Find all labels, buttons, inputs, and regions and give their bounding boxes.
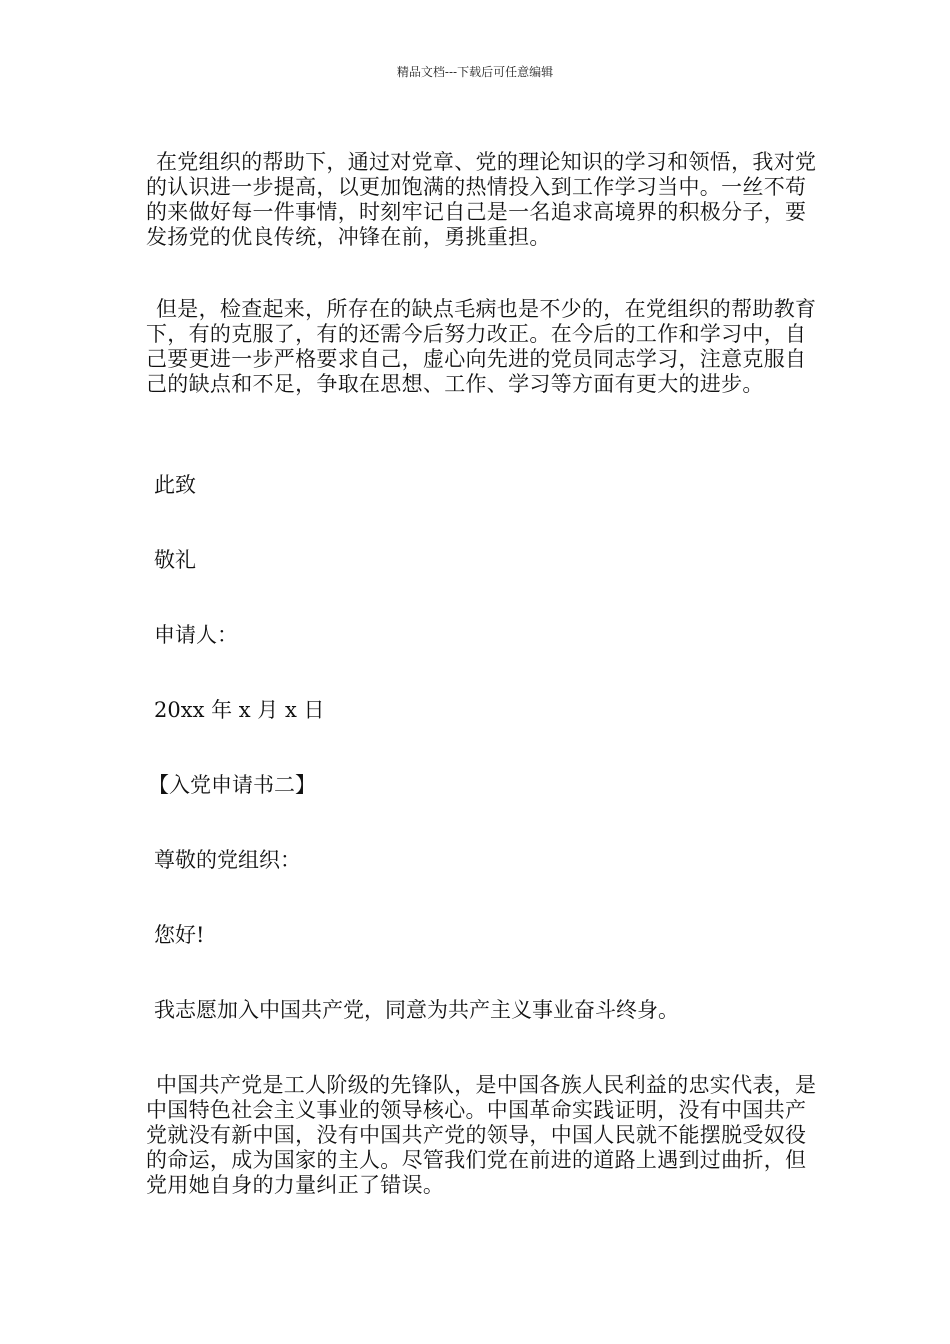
paragraph-shortcomings: 但是，检查起来，所存在的缺点毛病也是不少的，在党组织的帮助教育下，有的克服了，有的还需今后努力改正。在今后的工作和学习中，自己要更进一步严格要求自己，虚心向先进的党员同志学习，注意克服自己的缺点和不足，争取在思想、工作、学习等方面有更大的进步。 xyxy=(146,297,817,396)
applicant-label: 申请人： xyxy=(154,623,238,647)
paragraph-party-role: 中国共产党是工人阶级的先锋队，是中国各族人民利益的忠实代表，是中国特色社会主义事业的领导核心。中国革命实践证明，没有中国共产党就没有新中国，没有中国共产党的领导，中国人民就不能摆脱受奴役的命运，成为国家的主人。尽管我们党在前进的道路上遇到过曲折，但党用她自身的力量纠正了错误。 xyxy=(146,1073,817,1197)
paragraph-party-help: 在党组织的帮助下，通过对党章、党的理论知识的学习和领悟，我对党的认识进一步提高，以更加饱满的热情投入到工作学习当中。一丝不苟的来做好每一件事情，时刻牢记自己是一名追求高境界的积极分子，要发扬党的优良传统，冲锋在前，勇挑重担。 xyxy=(146,150,817,249)
salutation-cizhi: 此致 xyxy=(154,473,196,497)
date-line: 20xx 年 x 月 x 日 xyxy=(154,698,325,722)
section-title: 【入党申请书二】 xyxy=(148,773,316,797)
greeting: 尊敬的党组织： xyxy=(154,848,301,872)
statement: 我志愿加入中国共产党，同意为共产主义事业奋斗终身。 xyxy=(154,998,679,1022)
hello: 您好! xyxy=(154,923,205,947)
page-header: 精品文档---下载后可任意编辑 xyxy=(396,65,554,79)
salutation-jingli: 敬礼 xyxy=(154,548,196,572)
